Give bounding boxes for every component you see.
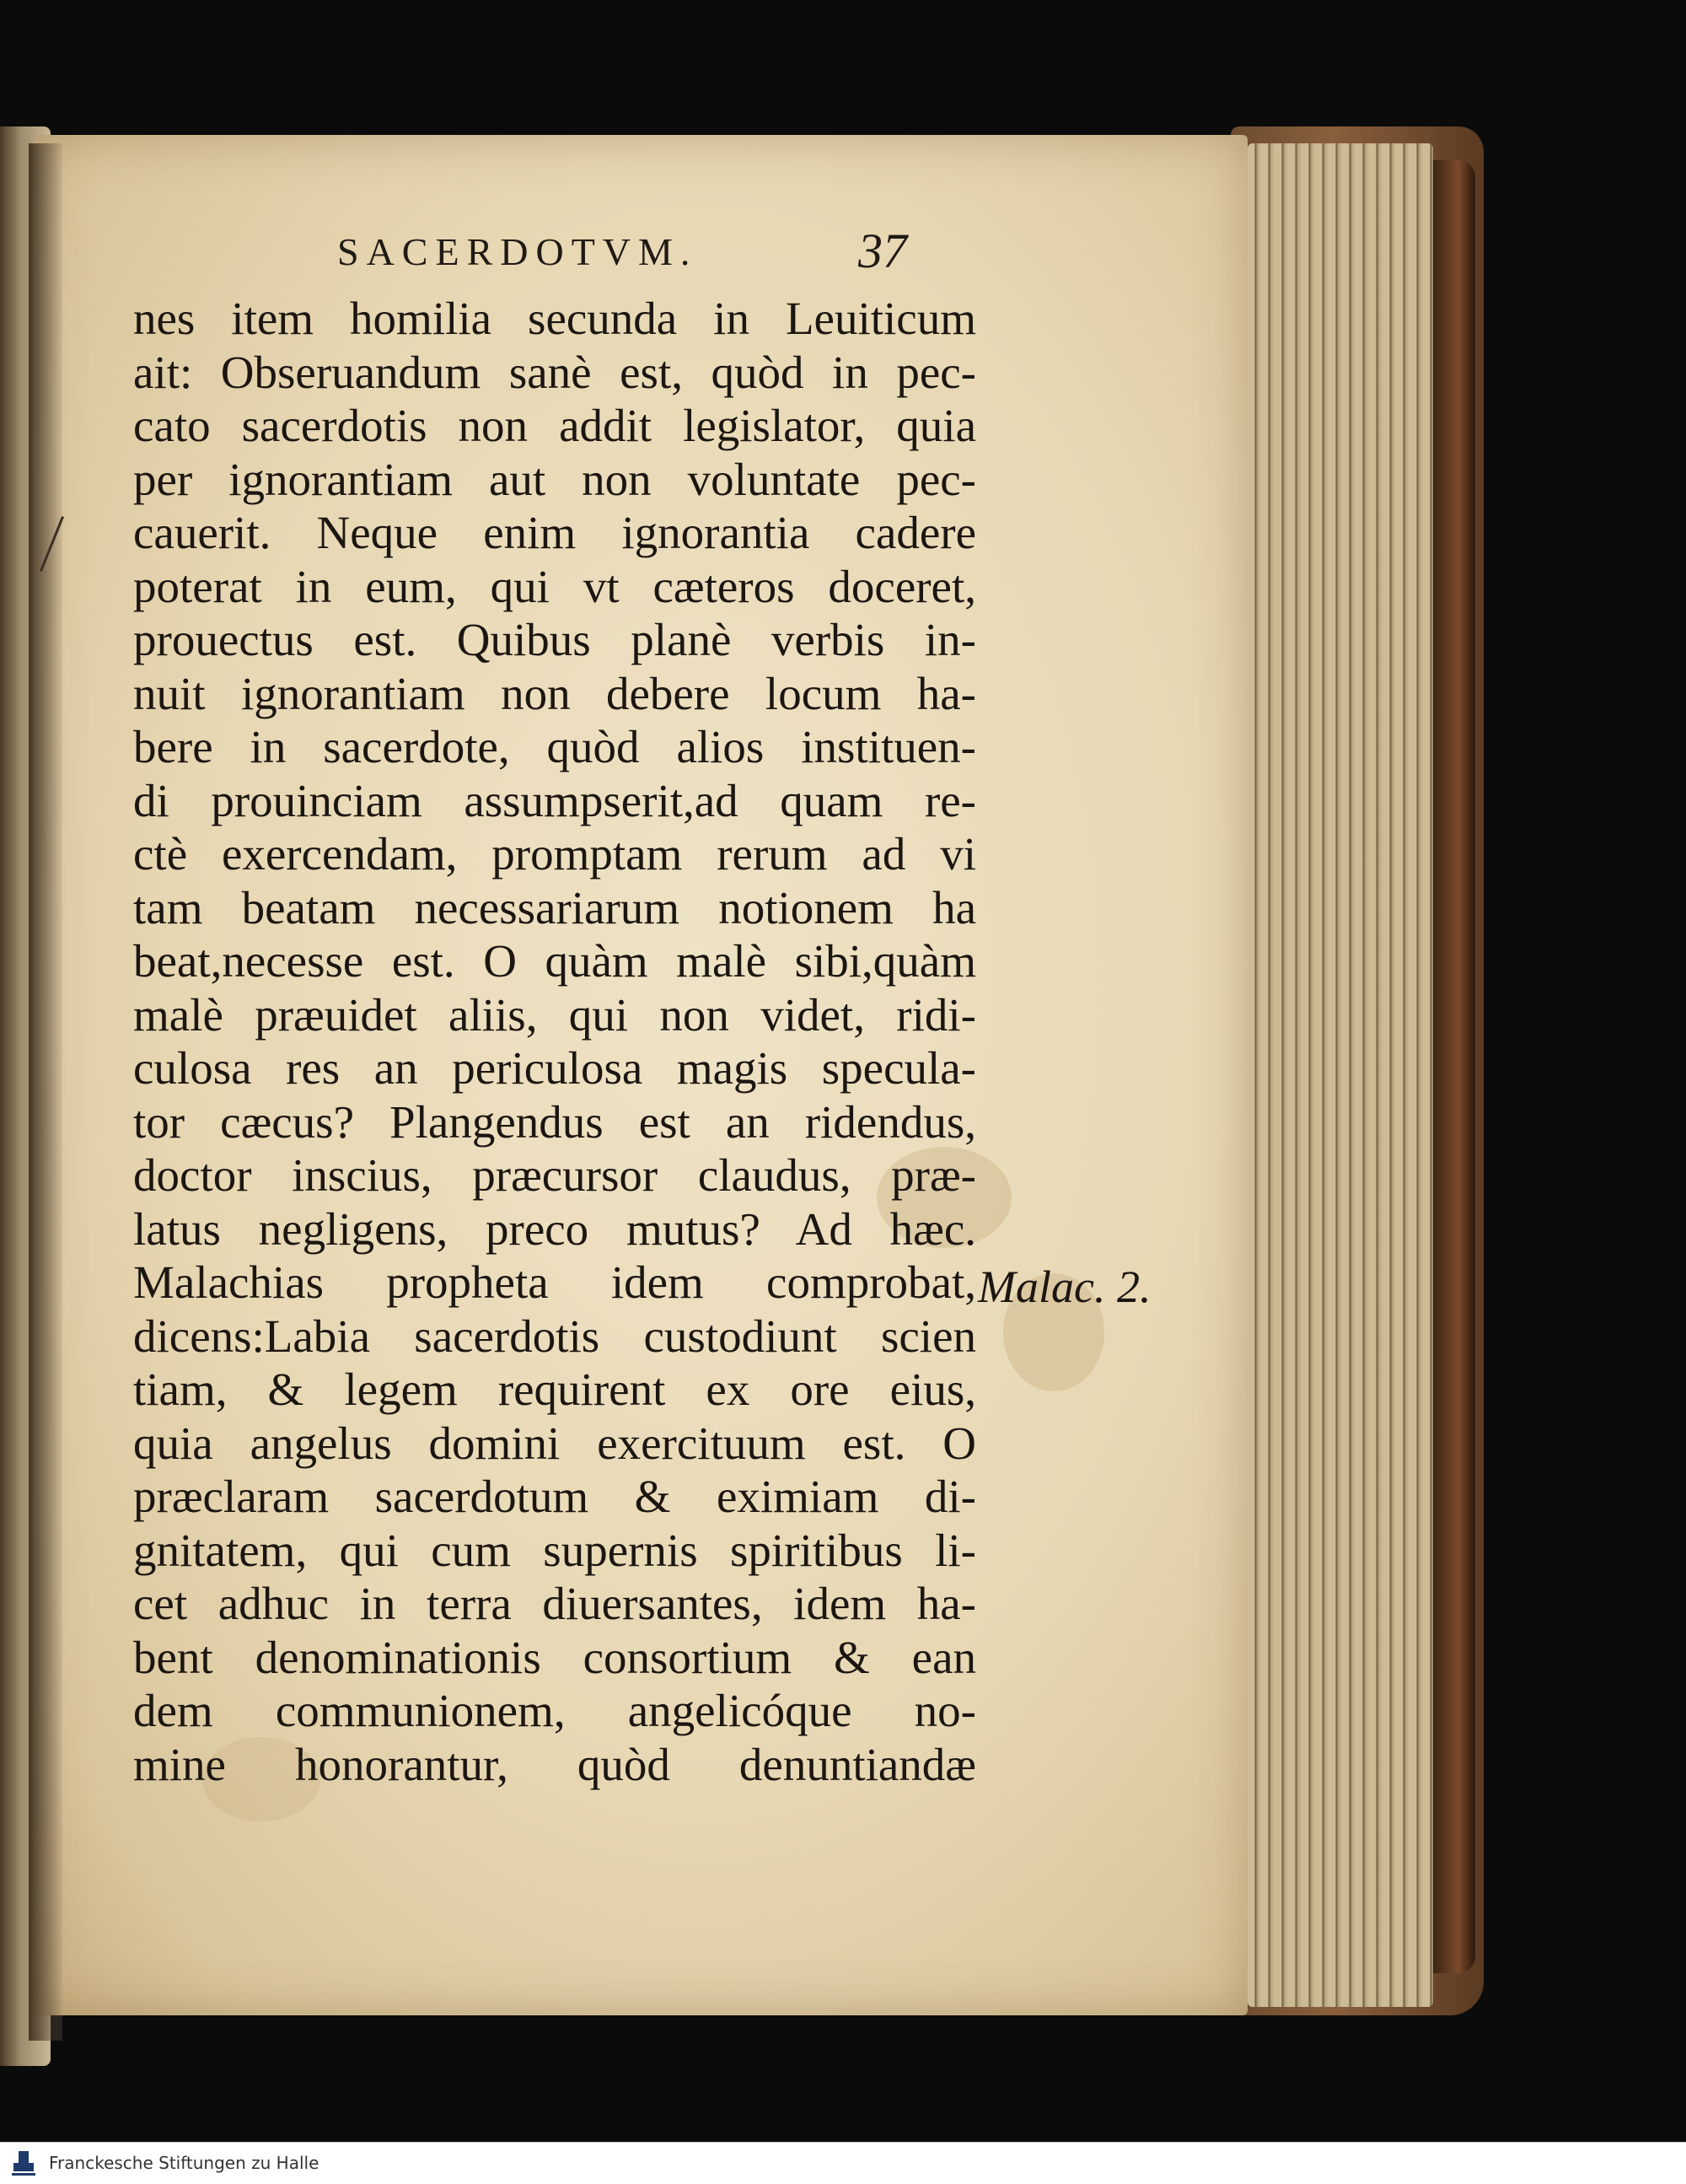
text-line: poterat in eum, qui vt cæteros doceret, — [133, 560, 976, 612]
text-line: dicens:Labia sacerdotis custodiunt scien — [133, 1310, 976, 1362]
text-line: bent denominationis consortium & ean — [133, 1631, 976, 1683]
page-fore-edge — [1248, 143, 1433, 2007]
text-line: latus negligens, preco mutus? Ad hæc. — [133, 1202, 976, 1255]
footer-bar — [0, 2142, 1686, 2184]
running-head: SACERDOTVM. — [337, 230, 698, 273]
text-line: quia angelus domini exercituum est. O — [133, 1417, 976, 1469]
text-line: bere in sacerdote, quòd alios instituen- — [133, 721, 976, 772]
text-line: mine honorantur, quòd denuntiandæ — [133, 1738, 976, 1790]
binding-gutter — [29, 143, 62, 2041]
text-line: ait: Obseruandum sanè est, quòd in pec- — [133, 346, 976, 398]
text-line: doctor inscius, præcursor claudus, præ- — [133, 1149, 976, 1201]
text-line: gnitatem, qui cum supernis spiritibus li- — [133, 1524, 976, 1576]
cover-edge — [1433, 160, 1475, 1973]
text-line: Malachias propheta idem comprobat, — [133, 1256, 976, 1308]
marginal-note: Malac. 2. — [978, 1261, 1152, 1312]
text-line: di prouinciam assumpserit,ad quam re- — [133, 774, 976, 826]
text-line: malè præuidet aliis, qui non videt, ridi- — [133, 988, 976, 1041]
text-line: nes item homilia secunda in Leuiticum — [133, 293, 976, 344]
text-line: præclaram sacerdotum & eximiam di- — [133, 1471, 976, 1522]
text-line: cato sacerdotis non addit legislator, quia — [133, 400, 976, 451]
text-line: prouectus est. Quibus planè verbis in- — [133, 614, 976, 665]
text-line: tiam, & legem requirent ex ore eius, — [133, 1364, 976, 1415]
text-line: culosa res an periculosa magis specula- — [133, 1042, 976, 1094]
text-line: per ignorantiam aut non voluntate pec- — [133, 453, 976, 505]
page-number: 37 — [858, 223, 907, 278]
text-line: cet adhuc in terra diuersantes, idem ha- — [133, 1578, 976, 1629]
text-line: cauerit. Neque enim ignorantia cadere — [133, 507, 976, 558]
text-line: nuit ignorantiam non debere locum ha- — [133, 667, 976, 719]
body-text — [133, 292, 976, 1791]
text-line: dem communionem, angelicóque no- — [133, 1685, 976, 1736]
text-line: ctè exercendam, promptam rerum ad vi — [133, 828, 976, 880]
text-line: tor cæcus? Plangendus est an ridendus, — [133, 1095, 976, 1148]
institution-logo-icon — [7, 2146, 40, 2180]
institution-name: Franckesche Stiftungen zu Halle — [49, 2153, 319, 2173]
text-line: tam beatam necessariarum notionem ha — [133, 881, 976, 933]
text-line: beat,necesse est. O quàm malè sibi,quàm — [133, 935, 976, 987]
